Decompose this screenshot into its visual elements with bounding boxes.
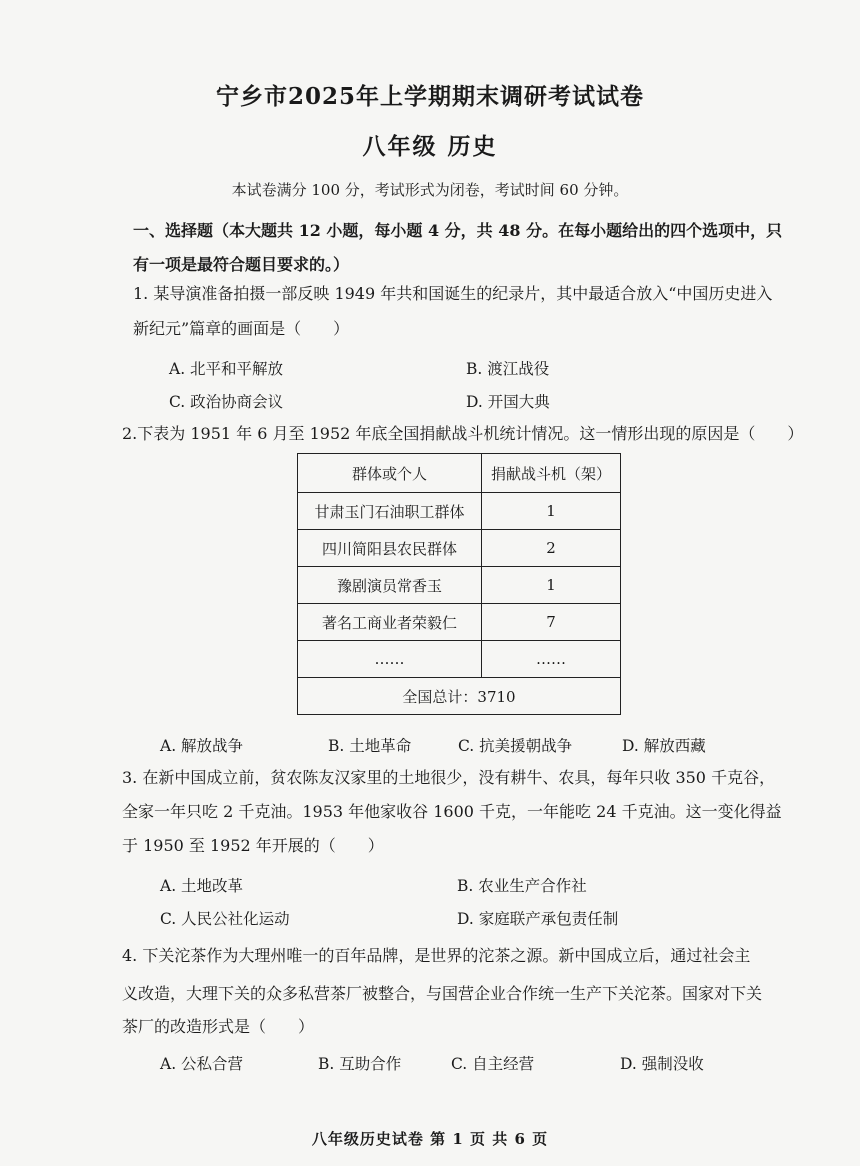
q4-text-line2: 义改造，大理下关的众多私营茶厂被整合，与国营企业合作统一生产下关沱茶。国家对下关: [122, 984, 763, 1003]
q3-text-line2: 全家一年只吃 2 千克油。1953 年他家收谷 1600 千克，一年能吃 24 千克油。这一变化得益: [122, 802, 782, 821]
q2-option-a: A. 解放战争: [160, 737, 244, 755]
table-row: [298, 567, 621, 604]
q1-option-b: B. 渡江战役: [466, 360, 550, 378]
table-cell: 2: [482, 530, 621, 567]
table-header-row: [298, 454, 621, 493]
table-row: [298, 641, 621, 678]
table-header-cell: 捐献战斗机（架）: [482, 454, 621, 493]
q1-option-d: D. 开国大典: [466, 393, 550, 411]
table-cell: 著名工商业者荣毅仁: [298, 604, 482, 641]
table-row: [298, 530, 621, 567]
q1-option-a: A. 北平和平解放: [169, 360, 284, 378]
donation-table: [297, 453, 621, 715]
q4-text-line1: 4. 下关沱茶作为大理州唯一的百年品牌，是世界的沱茶之源。新中国成立后，通过社会主: [122, 946, 751, 965]
table-cell: 甘肃玉门石油职工群体: [298, 493, 482, 530]
table-cell: 豫剧演员常香玉: [298, 567, 482, 604]
q3-text-line1: 3. 在新中国成立前，贫农陈友汉家里的土地很少，没有耕牛、农具，每年只收 350 千克谷，: [122, 768, 776, 787]
q3-option-a: A. 土地改革: [160, 877, 244, 895]
q4-option-b: B. 互助合作: [318, 1055, 402, 1073]
q1-text-line1: 1. 某导演准备拍摄一部反映 1949 年共和国诞生的纪录片，其中最适合放入“中国历史进入: [133, 284, 773, 303]
q3-option-c: C. 人民公社化运动: [160, 910, 290, 928]
q4-option-a: A. 公私合营: [160, 1055, 244, 1073]
table-cell: 四川简阳县农民群体: [298, 530, 482, 567]
section-heading-line1: 一、选择题（本大题共 12 小题，每小题 4 分，共 48 分。在每小题给出的四个选项中，只: [133, 221, 783, 240]
table-row: [298, 604, 621, 641]
q1-option-c: C. 政治协商会议: [169, 393, 284, 411]
table-cell: 1: [482, 567, 621, 604]
q2-option-c: C. 抗美援朝战争: [458, 737, 573, 755]
q2-option-d: D. 解放西藏: [622, 737, 706, 755]
q2-text-line1: 2.下表为 1951 年 6 月至 1952 年底全国捐献战斗机统计情况。这一情形出现的原因是（ ）: [122, 424, 804, 443]
exam-note: 本试卷满分 100 分，考试形式为闭卷，考试时间 60 分钟。: [231, 181, 629, 199]
q4-option-c: C. 自主经营: [451, 1055, 535, 1073]
q3-option-b: B. 农业生产合作社: [457, 877, 587, 895]
table-cell: 7: [482, 604, 621, 641]
exam-subtitle: 八年级 历史: [362, 133, 498, 160]
q1-text-line2: 新纪元”篇章的画面是（ ）: [133, 319, 350, 338]
q4-option-d: D. 强制没收: [620, 1055, 704, 1073]
q2-option-b: B. 土地革命: [328, 737, 412, 755]
table-cell: 1: [482, 493, 621, 530]
table-cell: ……: [298, 641, 482, 678]
q3-option-d: D. 家庭联产承包责任制: [457, 910, 619, 928]
table-header-cell: 群体或个人: [298, 454, 482, 493]
table-cell: ……: [482, 641, 621, 678]
table-row: [298, 493, 621, 530]
table-total-cell: 全国总计：3710: [298, 678, 621, 715]
table-total-row: [298, 678, 621, 715]
q4-text-line3: 茶厂的改造形式是（ ）: [122, 1017, 315, 1036]
exam-title: 宁乡市2025年上学期期末调研考试试卷: [215, 83, 644, 110]
page-footer: 八年级历史试卷 第 1 页 共 6 页: [311, 1130, 549, 1148]
q3-text-line3: 于 1950 至 1952 年开展的（ ）: [122, 836, 384, 855]
section-heading-line2: 有一项是最符合题目要求的。）: [133, 255, 350, 274]
